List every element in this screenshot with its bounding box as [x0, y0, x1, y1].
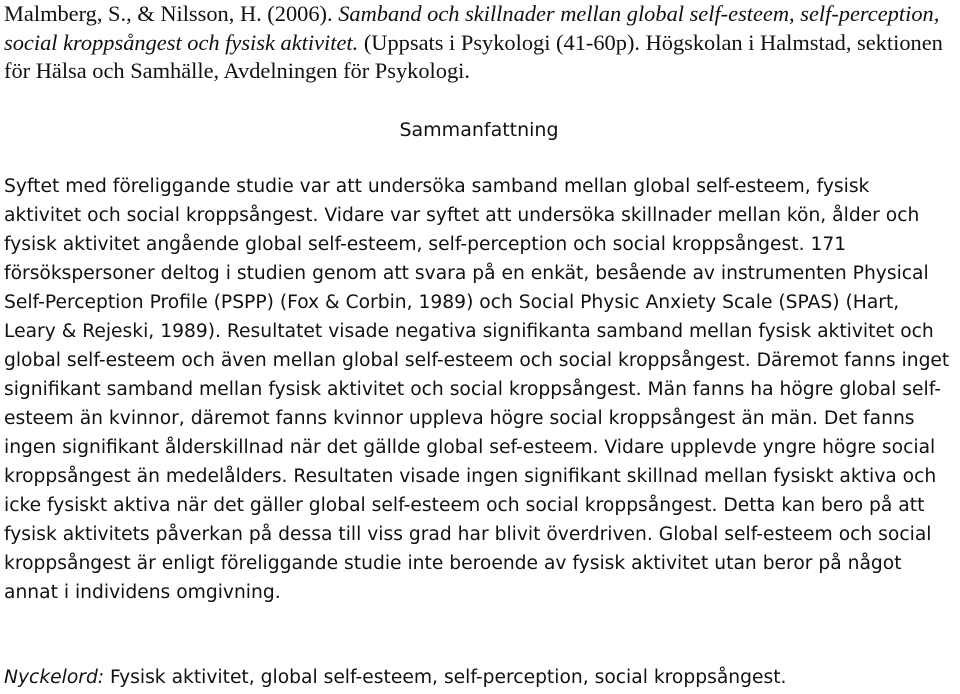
keywords	[4, 663, 952, 692]
document-page	[4, 0, 954, 688]
keywords-label: Nyckelord:	[4, 667, 105, 688]
citation-authors: Malmberg, S., & Nilsson, H. (2006).	[4, 1, 339, 26]
citation-details: (Uppsats i Psykologi (41-60p). Högskolan i Halmstad, sektionen för Hälsa och Samhälle, Avdelningen för Psykologi.	[4, 29, 943, 83]
abstract-body: Syftet med föreliggande studie var att undersöka samband mellan global self-esteem, fysisk aktivitet och social kroppsångest. Vidare var syftet att undersöka skillnader mellan kön, ålder och fysisk aktivitet angående global self-esteem, self-perception och social kroppsångest. 171 försökspersoner deltog i studien genom att svara på en enkät, besående av instrumenten Physical Self-Perception Profile (PSPP) (Fox & Corbin, 1989) och Social Physic Anxiety Scale (SPAS) (Hart, Leary & Rejeski, 1989). Resultatet visade negativa signifikanta samband mellan fysisk aktivitet och global self-esteem och även mellan global self-esteem och social kroppsångest. Däremot fanns inget signifikant samband mellan fysisk aktivitet och social kroppsångest. Män fanns ha högre global self-esteem än kvinnor, däremot fanns kvinnor uppleva högre social kroppsångest än män. Det fanns ingen signifikant ålderskillnad när det gällde global sef-esteem. Vidare upplevde yngre högre social kroppsångest än medelålders. Resultaten visade ingen signifikant skillnad mellan fysiskt aktiva och icke fysiskt aktiva när det gäller global self-esteem och social kroppsångest. Detta kan bero på att fysisk aktivitets påverkan på dessa till viss grad har blivit överdriven. Global self-esteem och social kroppsångest är enligt föreliggande studie inte beroende av fysisk aktivitet utan beror på något annat i individens omgivning.	[4, 176, 950, 603]
citation	[4, 0, 954, 86]
citation-title: Samband och skillnader mellan global self-esteem, self-perception, social kroppsångest och fysisk aktivitet.	[4, 1, 940, 55]
abstract-heading: Sammanfattning	[399, 119, 559, 141]
keywords-text: Fysisk aktivitet, global self-esteem, self-perception, social kroppsångest.	[104, 667, 787, 688]
